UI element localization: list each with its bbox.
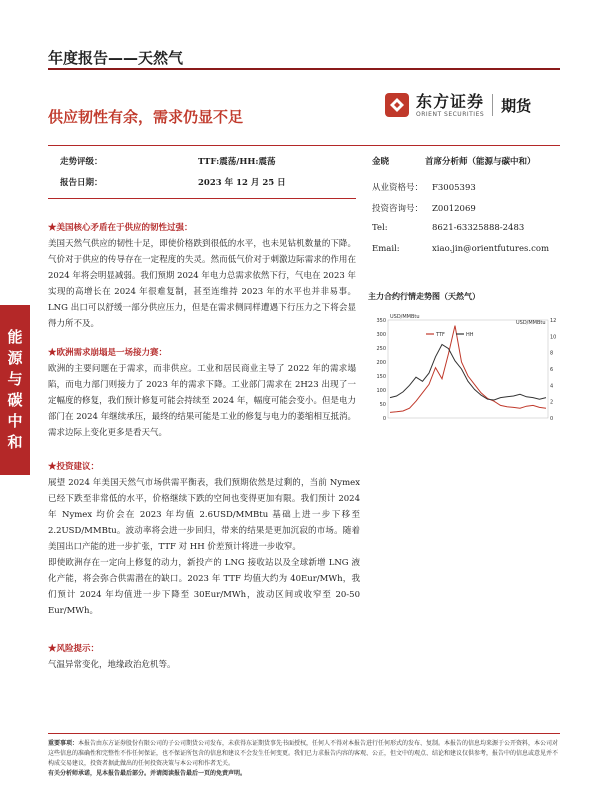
series-line-hh <box>390 345 546 401</box>
right-tick-label: 8 <box>550 350 554 357</box>
left-tick-label: 350 <box>376 318 386 324</box>
analyst-title: 首席分析师（能源与碳中和） <box>425 157 536 167</box>
right-tick-label: 0 <box>550 416 554 422</box>
section-paragraph: 展望 2024 年美国天然气市场供需平衡表，我们预期依然是过剩的，当前 Nymex 已经下跌至非常低的水平，价格继续下跌的空间也变得更加有限。我们预计 2024 年 Nymex 均价会在 2023 年均值 2.6USD/MMBtu 基础上进一步下移至 2.2USD/MMBtu。波动率将会进一步回归，带来的结果是更加沉寂的市场。随着美国出口产能的进一步扩张，TTF 对 HH 价差预计将进一步收窄。 <box>48 478 360 552</box>
right-tick-label: 4 <box>550 383 554 390</box>
logo-divider <box>492 94 493 116</box>
left-tick-label: 50 <box>379 402 386 408</box>
report-category: 年度报告——天然气 <box>48 49 184 67</box>
left-tick-label: 150 <box>376 374 386 380</box>
analyst-email[interactable]: Email: xiao.jin@orientfutures.com <box>372 244 550 254</box>
section-heading: ★美国核心矛盾在于供应的韧性过强： <box>48 223 193 233</box>
sector-side-tab: 能 源 与 碳 中 和 <box>0 305 30 475</box>
analyst-row: 从业资格号： F3005393 <box>372 183 476 193</box>
right-tick-label: 6 <box>550 367 554 373</box>
left-axis-unit: USD/MMBtu <box>390 314 420 320</box>
section-heading: ★欧洲需求崩塌是一场接力赛： <box>48 348 168 358</box>
analyst-name: 金晓 <box>372 157 390 167</box>
left-tick-label: 0 <box>382 416 386 422</box>
section-heading: ★风险提示： <box>48 644 100 654</box>
date-value: 2023 年 12 月 25 日 <box>198 178 286 188</box>
section-eu-demand <box>48 345 356 441</box>
section-risk <box>48 641 356 673</box>
orient-logo-icon <box>384 92 410 118</box>
legend-hh: HH <box>466 332 474 338</box>
header-rule <box>48 68 560 70</box>
series-line-ttf <box>390 326 546 413</box>
chart-series <box>390 326 546 413</box>
footer-rule <box>48 733 560 734</box>
left-tick-label: 300 <box>376 332 386 338</box>
section-heading: ★投资建议： <box>48 462 100 472</box>
rating-value: TTF:震荡/HH:震荡 <box>198 157 276 167</box>
right-tick-label: 10 <box>550 334 557 341</box>
section-investment <box>48 459 360 619</box>
analyst-row: 投资咨询号： Z0012069 <box>372 204 476 214</box>
right-axis-unit: USD/MMBtu <box>516 320 546 326</box>
disclaimer: 重要事项：本报告由东方证券股份有限公司的子公司期货公司发布，未获得东证期货事先书面授权，任何人不得对本报告进行任何形式的发布、复制。本报告的信息均来源于公开资料，本公司对这些信息的准确性和完整性不作任何保证，也不保证所包含的信息和建议不会发生任何变更。我们已力求报告内容的客观、公正，但文中的观点、结论和建议仅供参考，报告中的信息或意见并不构成交易建议，投资者据此做出的任何投资决策与本公司和作者无关。 有关分析师承诺，见本报告最后部分。并请阅读报告最后一页的免责声明。 <box>48 740 559 777</box>
analyst-row: Tel: 8621-63325888-2483 <box>372 223 525 233</box>
left-tick-label: 250 <box>376 346 386 352</box>
rating-label: 走势评级： <box>60 157 103 167</box>
chart-right-axis <box>550 318 556 422</box>
title-rule <box>48 145 560 146</box>
section-paragraph: 气温异常变化，地缘政治危机等。 <box>48 660 176 670</box>
legend-ttf: TTF <box>436 332 445 338</box>
brand-name-en: ORIENT SECURITIES <box>416 110 485 118</box>
meta-rule <box>48 198 356 199</box>
section-us-supply <box>48 220 356 332</box>
brand-logo <box>384 92 531 118</box>
price-chart <box>368 310 568 430</box>
brand-name: 东方证券 <box>416 91 485 111</box>
right-tick-label: 2 <box>550 399 554 406</box>
section-paragraph: 欧洲的主要问题在于需求，而非供应。工业和居民商业主导了 2022 年的需求塌陷，而电力部门则接力了 2023 年的需求下降。工业部门需求在 2H23 出现了一定幅度的修复，我们预计修复可能会持续至 2024 年，幅度可能会变小。但是电力部门在 2024 年继续承压，最终的结果可能是工业的修复与电力的萎缩相互抵消。需求边际上变化更多是看天气。 <box>48 364 356 438</box>
brand-division: 期货 <box>501 96 532 115</box>
date-label: 报告日期： <box>60 178 103 188</box>
chart-title: 主力合约行情走势图（天然气） <box>368 291 480 301</box>
section-paragraph: 美国天然气供应的韧性十足，即使价格跌到很低的水平，也未见钻机数量的下降。气价对于供应的传导存在一定程度的失灵。然而低气价对于刺激边际需求的作用在 2024 年将会明显减弱。我们预期 2024 年电力总需求依然下行，气电在 2023 年实现的高增长在 2024 年很难复制，甚至连维持 2023 年的水平也并非易事。LNG 出口可以舒缓一部分供应压力，但是在需求侧同样遭遇下行压力之下将会显得力所不及。 <box>48 239 356 329</box>
left-tick-label: 200 <box>376 360 386 366</box>
right-tick-label: 12 <box>550 318 557 324</box>
left-tick-label: 100 <box>376 388 386 394</box>
chart-left-axis <box>376 318 386 422</box>
section-paragraph: 即使欧洲存在一定向上修复的动力，新投产的 LNG 接收站以及全球新增 LNG 液化产能，将会弥合供需潜在的缺口。2023 年 TTF 均值大约为 40Eur/MWh，我们预计 2024 年均值进一步下降至 30Eur/MWh，波动区间或收窄至 20-50 Eur/MWh。 <box>48 558 360 616</box>
report-title: 供应韧性有余，需求仍显不足 <box>48 108 244 126</box>
